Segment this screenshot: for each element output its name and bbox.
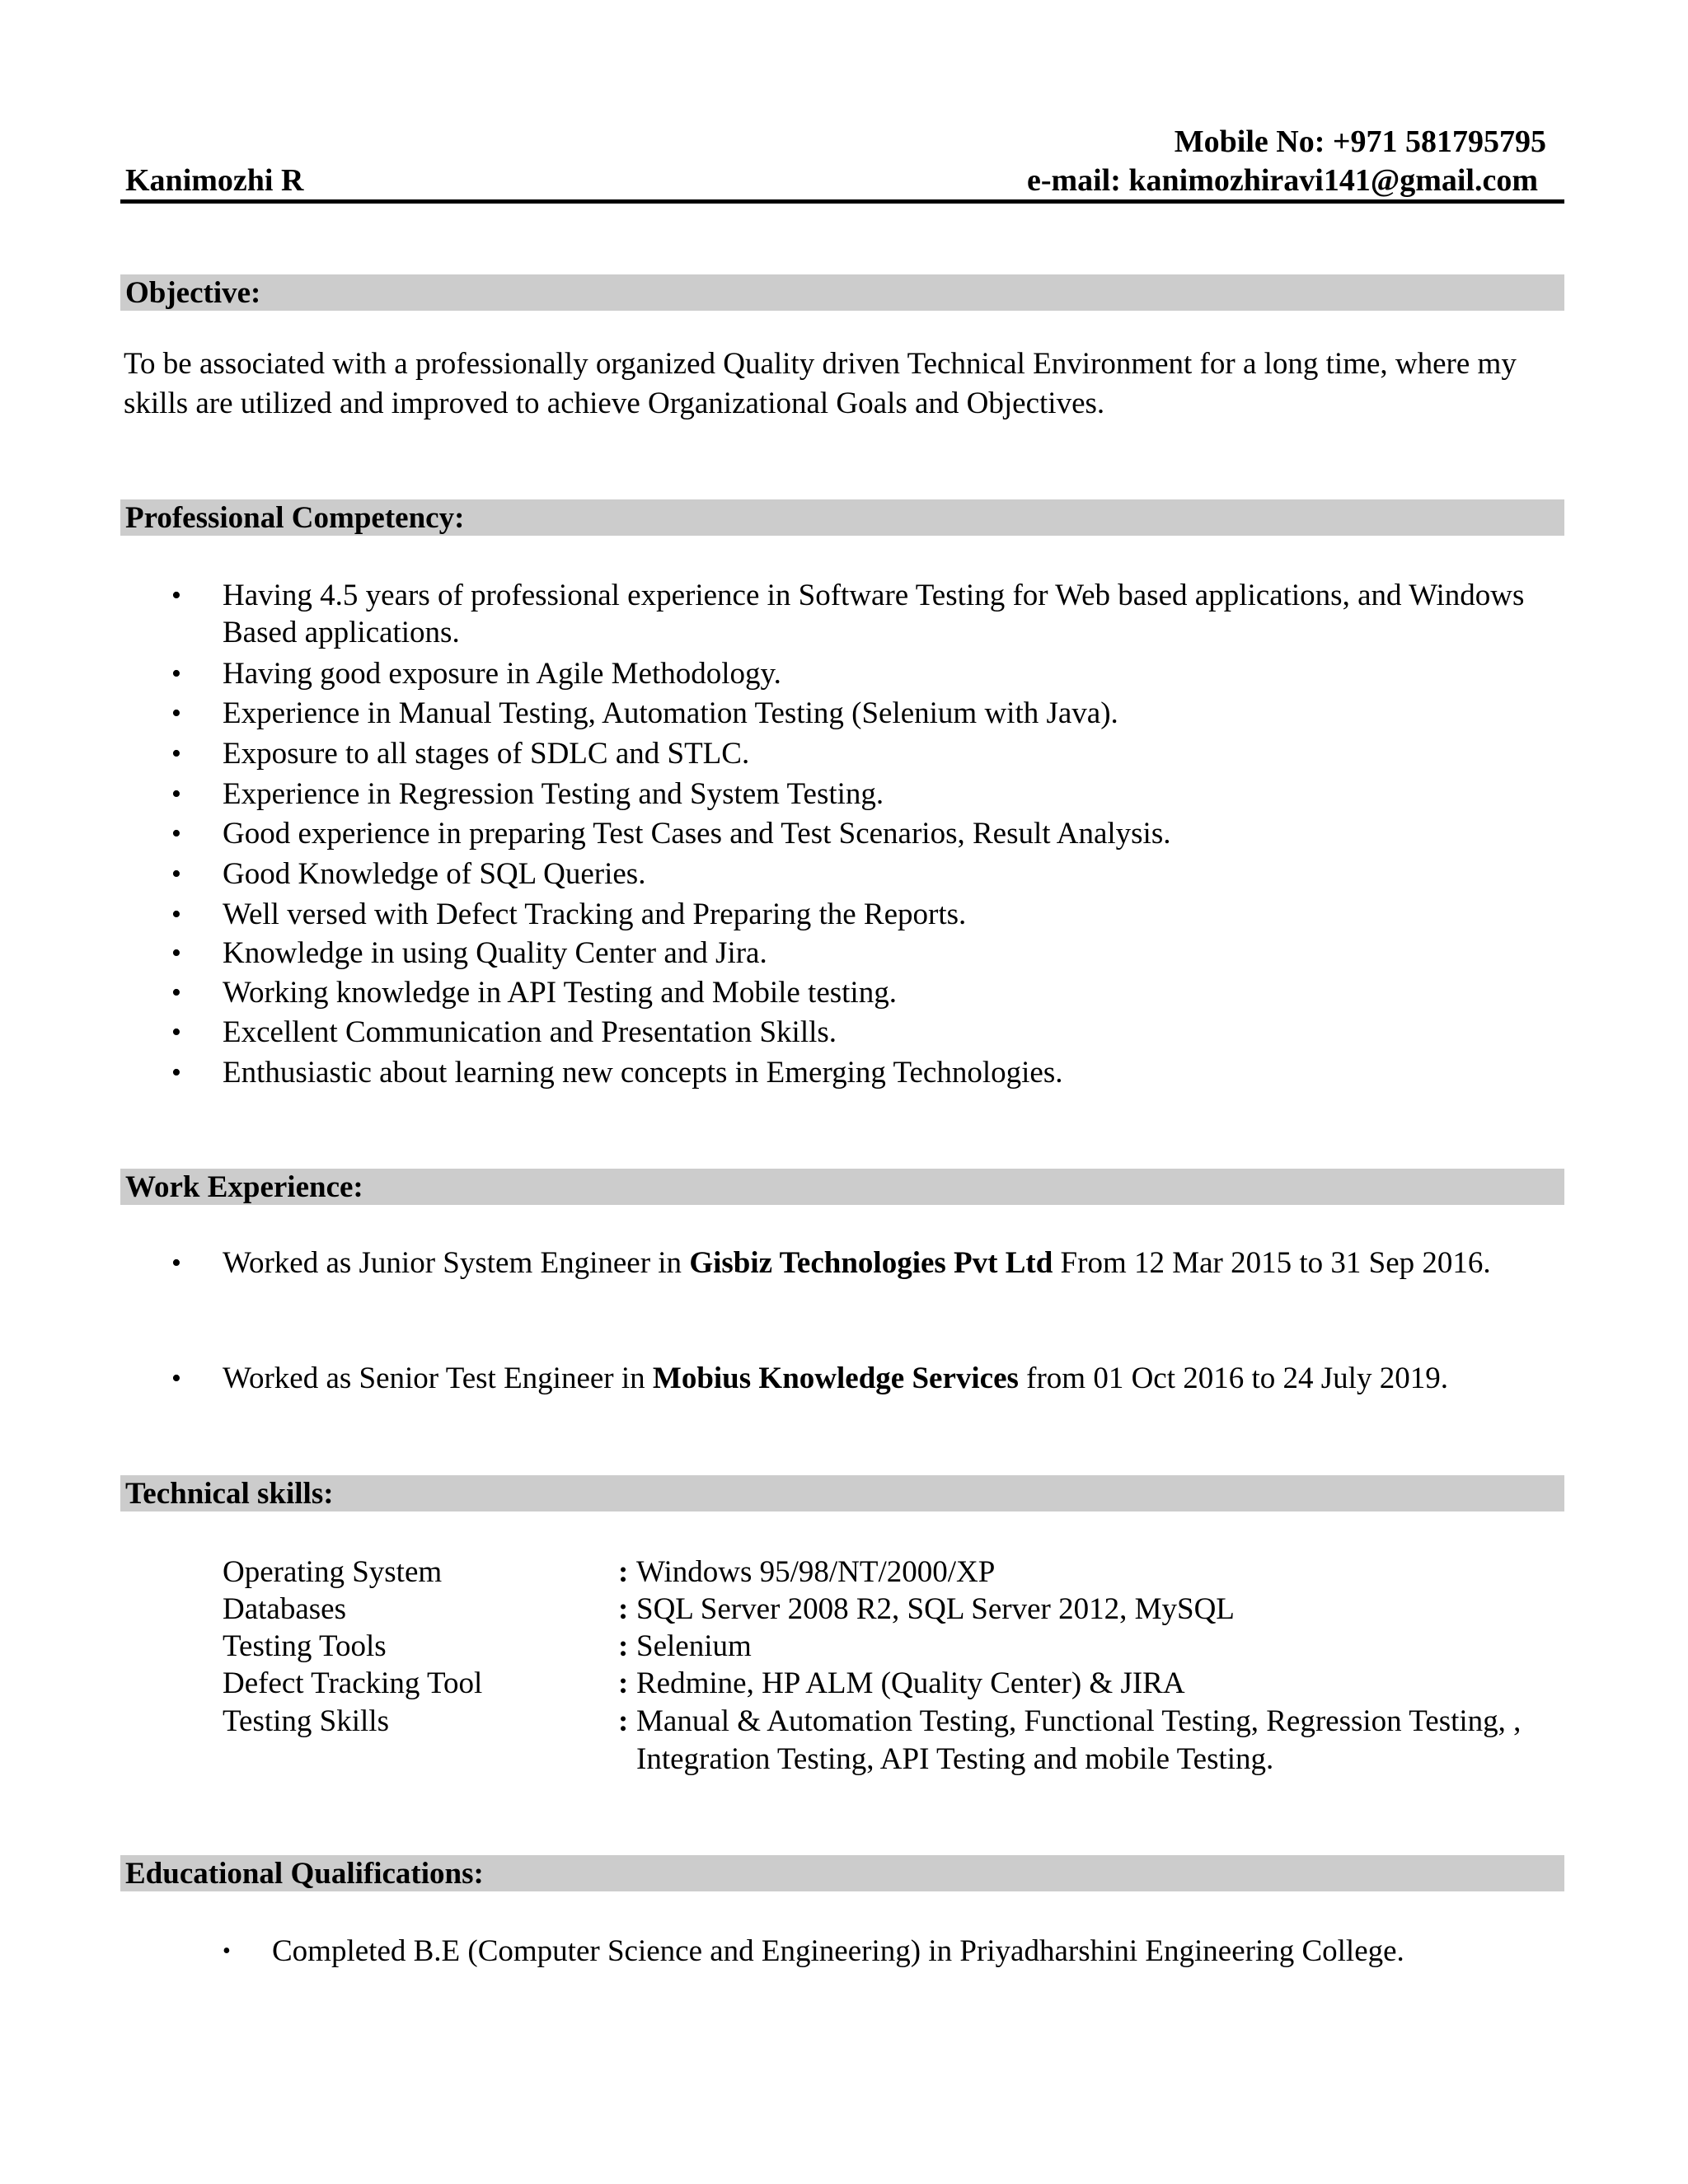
- bullet-icon: •: [171, 859, 181, 889]
- section-title: Objective:: [125, 276, 261, 310]
- resume-page: Mobile No: +971 581795795 Kanimozhi R e-mail: kanimozhiravi141@gmail.com Objective: To be associated with a professionally organized Quality driven Technical Environment for a long time, where my skills are utilized and improved to achieve Organizational Goals and Objectives. Professional Competency: • Having 4.5 years of professional experience in Software Testing for Web based applications, and Windows Based applications. • Having good exposure in Agile Methodology. • Experience in Manual Testing, Automation Testing (Selenium with Java). • Exposure to all stages of SDLC and STLC. • Experience in Regression Testing and System Testing. • Good experience in preparing Test Cases and Test Scenarios, Result Analysis. • Good Knowledge of SQL Queries. • Well versed with Defect Tracking and Preparing the Reports. • Knowledge in using Quality Center and Jira. • Working knowledge in API Testing and Mobile testing. • Excellent Communication and Presentation Skills. • Enthusiastic about learning new concepts in Emerging Technologies. Work Experience: • Worked as Junior System Engineer in Gisbiz Technologies Pvt Ltd From 12 Mar 2015 to 31 Sep 2016. • Worked as Senior Test Engineer in Mobius Knowledge Services from 01 Oct 2016 to 24 July 2019. Technical skills: Operating System : Windows 95/98/NT/2000/XP Databases : SQL Server 2008 R2, SQL Server 2012, MySQL Testing Tools : Selenium Defect Tracking Tool : Redmine, HP ALM (Quality Center) & JIRA Testing Skills : Manual & Automation Testing, Functional Testing, Regression Testing, , Integration Testing, API Testing and mobile Testing. Educational Qualifications: • Completed B.E (Computer Science and Engineering) in Priyadharshini Engineering College.: [0, 0, 1688, 2184]
- bullet-icon: •: [171, 1017, 181, 1047]
- skill-value: Redmine, HP ALM (Quality Center) & JIRA: [636, 1666, 1185, 1700]
- bullet-icon: •: [171, 738, 181, 769]
- bullet-icon: •: [171, 1363, 181, 1394]
- section-competency-header: [120, 499, 1564, 536]
- section-work-header: [120, 1169, 1564, 1205]
- objective-text: To be associated with a professionally organized Quality driven Technical Environment for a long time, where my skills are utilized and improved to achieve Organizational Goals and Objectives.: [124, 347, 1517, 420]
- bullet-icon: •: [171, 899, 181, 930]
- skill-key: Testing Skills: [223, 1704, 389, 1738]
- bullet-icon: •: [171, 818, 181, 849]
- section-technical-header: [120, 1475, 1564, 1511]
- skill-value: Selenium: [636, 1629, 752, 1663]
- mobile-number: Mobile No: +971 581795795: [1174, 124, 1546, 159]
- bullet-icon: •: [171, 1057, 181, 1088]
- skill-key: Testing Tools: [223, 1629, 387, 1663]
- section-title: Work Experience:: [125, 1170, 363, 1204]
- candidate-name: Kanimozhi R: [125, 163, 304, 198]
- section-title: Educational Qualifications:: [125, 1857, 484, 1891]
- bullet-icon: •: [171, 580, 181, 611]
- skill-value: SQL Server 2008 R2, SQL Server 2012, MySQL: [636, 1592, 1235, 1626]
- skill-key: Databases: [223, 1592, 346, 1626]
- bullet-icon: •: [171, 977, 181, 1008]
- company-name: Mobius Knowledge Services: [652, 1361, 1019, 1395]
- skill-key: Operating System: [223, 1555, 443, 1589]
- skill-value: Windows 95/98/NT/2000/XP: [636, 1555, 996, 1589]
- bullet-icon: •: [171, 658, 181, 689]
- section-title: Professional Competency:: [125, 501, 465, 535]
- bullet-icon: •: [223, 1938, 231, 1964]
- section-title: Technical skills:: [125, 1477, 334, 1511]
- bullet-icon: •: [171, 698, 181, 729]
- email-address: e-mail: kanimozhiravi141@gmail.com: [1026, 163, 1538, 198]
- header-divider: [120, 199, 1564, 204]
- bullet-icon: •: [171, 779, 181, 809]
- bullet-icon: •: [171, 1248, 181, 1278]
- skill-key: Defect Tracking Tool: [223, 1666, 483, 1700]
- section-education-header: [120, 1855, 1564, 1891]
- section-objective-header: [120, 274, 1564, 311]
- company-name: Gisbiz Technologies Pvt Ltd: [689, 1246, 1053, 1280]
- bullet-icon: •: [171, 938, 181, 968]
- skill-value: Manual & Automation Testing, Functional Testing, Regression Testing, , Integration Testing, API Testing and mobile Testing.: [636, 1704, 1522, 1776]
